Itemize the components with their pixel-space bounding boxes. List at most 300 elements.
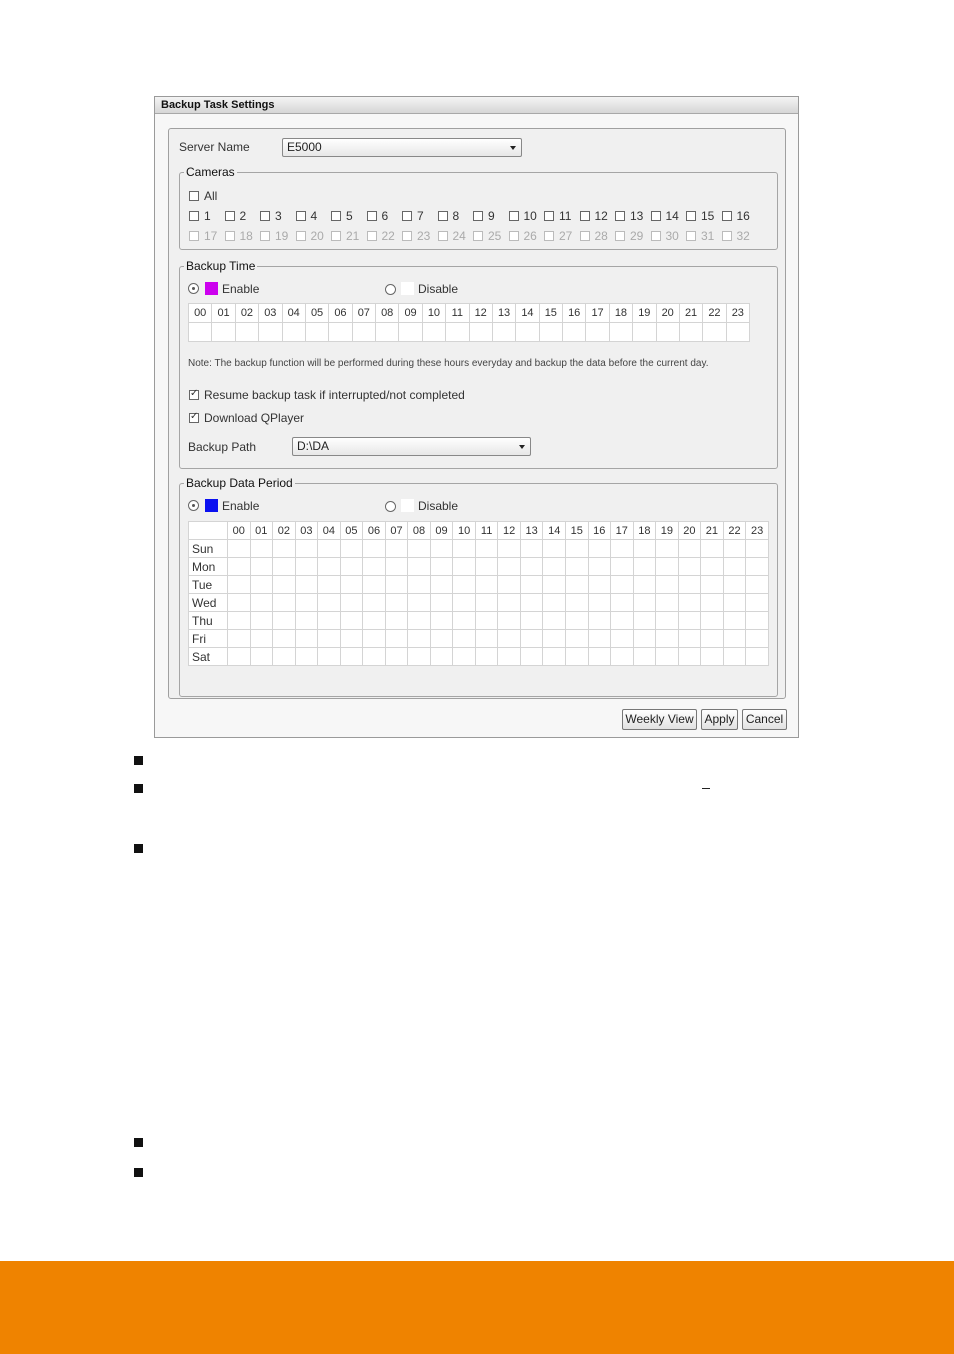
camera-checkbox[interactable] [438, 211, 448, 221]
period-select-cell[interactable] [340, 648, 363, 666]
period-select-cell[interactable] [273, 630, 296, 648]
period-select-cell[interactable] [723, 558, 746, 576]
hour-select-cell[interactable] [726, 323, 749, 342]
period-select-cell[interactable] [633, 630, 656, 648]
camera-label: 4 [310, 209, 318, 223]
period-select-cell[interactable] [295, 558, 318, 576]
period-select-cell[interactable] [701, 594, 724, 612]
apply-button[interactable]: Apply [701, 709, 738, 730]
hour-header-cell: 03 [259, 304, 282, 323]
day-label: Wed [189, 594, 228, 612]
camera-label: 24 [452, 229, 466, 243]
hour-header-cell: 12 [469, 304, 492, 323]
enable-color-swatch[interactable] [205, 499, 218, 512]
period-select-cell[interactable] [498, 576, 521, 594]
hour-select-cell[interactable] [422, 323, 445, 342]
period-select-cell[interactable] [588, 612, 611, 630]
camera-label: 7 [417, 209, 424, 223]
camera-checkbox[interactable] [225, 211, 235, 221]
period-select-cell[interactable] [273, 576, 296, 594]
hour-header-cell: 12 [498, 522, 521, 540]
period-select-cell[interactable] [565, 540, 588, 558]
chevron-down-icon [519, 445, 525, 449]
period-select-cell[interactable] [656, 558, 679, 576]
hour-header-cell: 00 [228, 522, 251, 540]
hour-header-cell: 06 [363, 522, 386, 540]
camera-label: 10 [523, 209, 537, 223]
weekly-view-button[interactable]: Weekly View [622, 709, 697, 730]
period-select-cell[interactable] [565, 612, 588, 630]
period-select-cell[interactable] [498, 558, 521, 576]
period-select-cell[interactable] [746, 612, 769, 630]
camera-label: 22 [381, 229, 395, 243]
hour-select-cell[interactable] [539, 323, 562, 342]
camera-checkbox [367, 231, 377, 241]
period-select-cell[interactable] [723, 630, 746, 648]
period-select-cell[interactable] [430, 630, 453, 648]
hour-select-cell[interactable] [212, 323, 235, 342]
camera-checkbox[interactable] [189, 211, 199, 221]
period-select-cell[interactable] [475, 594, 498, 612]
hour-header-cell: 15 [565, 522, 588, 540]
period-select-cell[interactable] [408, 630, 431, 648]
period-select-cell[interactable] [723, 576, 746, 594]
camera-checkbox[interactable] [722, 211, 732, 221]
hour-header-cell: 13 [520, 522, 543, 540]
period-select-cell[interactable] [520, 594, 543, 612]
period-select-cell[interactable] [498, 540, 521, 558]
period-select-cell[interactable] [318, 576, 341, 594]
period-select-cell[interactable] [228, 630, 251, 648]
period-select-cell[interactable] [678, 540, 701, 558]
camera-checkbox[interactable] [296, 211, 306, 221]
period-select-cell[interactable] [656, 648, 679, 666]
period-select-cell[interactable] [633, 648, 656, 666]
period-select-cell[interactable] [678, 648, 701, 666]
hour-header-cell: 04 [318, 522, 341, 540]
period-select-cell[interactable] [295, 594, 318, 612]
period-select-cell[interactable] [385, 576, 408, 594]
period-select-cell[interactable] [611, 594, 634, 612]
period-select-cell[interactable] [340, 612, 363, 630]
period-select-cell[interactable] [723, 594, 746, 612]
hour-select-cell[interactable] [492, 323, 515, 342]
camera-label: 32 [736, 229, 750, 243]
camera-label: 21 [346, 229, 360, 243]
camera-checkbox [686, 231, 696, 241]
period-select-cell[interactable] [611, 576, 634, 594]
resume-backup-label: Resume backup task if interrupted/not completed [204, 388, 465, 402]
day-row [189, 540, 769, 558]
period-select-cell[interactable] [723, 540, 746, 558]
period-select-cell[interactable] [633, 612, 656, 630]
period-select-cell[interactable] [565, 648, 588, 666]
period-select-cell[interactable] [543, 630, 566, 648]
camera-checkbox [189, 231, 199, 241]
period-select-cell[interactable] [228, 594, 251, 612]
period-select-cell[interactable] [633, 540, 656, 558]
hour-select-cell[interactable] [469, 323, 492, 342]
period-select-cell[interactable] [520, 576, 543, 594]
period-select-cell[interactable] [723, 612, 746, 630]
period-select-cell[interactable] [678, 594, 701, 612]
period-select-cell[interactable] [611, 648, 634, 666]
period-select-cell[interactable] [273, 612, 296, 630]
period-select-cell[interactable] [678, 558, 701, 576]
period-select-cell[interactable] [273, 594, 296, 612]
camera-label: 3 [275, 209, 282, 223]
hour-header-cell: 22 [703, 304, 726, 323]
period-select-cell[interactable] [318, 540, 341, 558]
period-select-cell[interactable] [408, 540, 431, 558]
camera-checkbox [260, 231, 270, 241]
period-select-cell[interactable] [340, 630, 363, 648]
hour-header-cell: 05 [305, 304, 328, 323]
period-select-cell[interactable] [385, 558, 408, 576]
camera-label: 19 [275, 229, 289, 243]
hour-header-cell: 09 [430, 522, 453, 540]
backup-time-enable-label: Enable [222, 282, 260, 296]
hour-header-cell: 02 [235, 304, 258, 323]
backup-period-enable-radio[interactable] [188, 500, 199, 511]
period-select-cell[interactable] [611, 612, 634, 630]
period-select-cell[interactable] [633, 576, 656, 594]
period-select-cell[interactable] [340, 576, 363, 594]
hour-header-cell: 15 [539, 304, 562, 323]
camera-checkbox [296, 231, 306, 241]
camera-label: 9 [488, 209, 495, 223]
hour-select-cell[interactable] [516, 323, 539, 342]
period-select-cell[interactable] [430, 594, 453, 612]
period-select-cell[interactable] [250, 540, 273, 558]
period-select-cell[interactable] [430, 576, 453, 594]
hour-header-cell: 03 [295, 522, 318, 540]
period-select-cell[interactable] [318, 594, 341, 612]
period-select-cell[interactable] [475, 540, 498, 558]
period-select-cell[interactable] [453, 612, 476, 630]
period-select-cell[interactable] [565, 558, 588, 576]
period-select-cell[interactable] [363, 558, 386, 576]
period-select-cell[interactable] [588, 540, 611, 558]
period-select-cell[interactable] [250, 612, 273, 630]
camera-checkbox[interactable] [509, 211, 519, 221]
download-qplayer-checkbox[interactable] [189, 413, 199, 423]
period-select-cell[interactable] [385, 612, 408, 630]
period-select-cell[interactable] [273, 648, 296, 666]
backup-time-enable-radio[interactable] [188, 283, 199, 294]
period-select-cell[interactable] [678, 630, 701, 648]
backup-period-legend: Backup Data Period [186, 476, 293, 490]
period-select-cell[interactable] [363, 576, 386, 594]
cancel-button[interactable]: Cancel [742, 709, 787, 730]
resume-backup-checkbox[interactable] [189, 390, 199, 400]
period-select-cell[interactable] [228, 576, 251, 594]
camera-label: 23 [417, 229, 431, 243]
period-select-cell[interactable] [611, 630, 634, 648]
backup-task-settings-dialog [154, 96, 799, 738]
period-select-cell[interactable] [498, 630, 521, 648]
camera-checkbox [438, 231, 448, 241]
period-select-cell[interactable] [701, 612, 724, 630]
day-row [189, 558, 769, 576]
backup-period-week-grid[interactable] [188, 521, 769, 666]
camera-label: 1 [204, 209, 211, 223]
period-select-cell[interactable] [228, 648, 251, 666]
period-select-cell[interactable] [543, 648, 566, 666]
period-select-cell[interactable] [295, 612, 318, 630]
period-select-cell[interactable] [385, 594, 408, 612]
hour-select-cell[interactable] [259, 323, 282, 342]
period-select-cell[interactable] [430, 540, 453, 558]
period-select-cell[interactable] [340, 558, 363, 576]
period-select-cell[interactable] [498, 648, 521, 666]
hour-header-cell: 00 [189, 304, 212, 323]
period-select-cell[interactable] [588, 648, 611, 666]
period-select-cell[interactable] [453, 648, 476, 666]
period-select-cell[interactable] [656, 612, 679, 630]
period-select-cell[interactable] [543, 576, 566, 594]
period-select-cell[interactable] [701, 558, 724, 576]
hour-header-cell: 16 [588, 522, 611, 540]
period-select-cell[interactable] [633, 594, 656, 612]
backup-path-dropdown[interactable] [292, 437, 531, 456]
hour-select-cell[interactable] [305, 323, 328, 342]
period-select-cell[interactable] [543, 612, 566, 630]
camera-checkbox[interactable] [686, 211, 696, 221]
period-select-cell[interactable] [430, 558, 453, 576]
period-select-cell[interactable] [543, 558, 566, 576]
period-select-cell[interactable] [656, 540, 679, 558]
hour-header-cell: 08 [408, 522, 431, 540]
period-select-cell[interactable] [228, 540, 251, 558]
period-select-cell[interactable] [408, 612, 431, 630]
camera-label: 13 [630, 209, 644, 223]
camera-checkbox [651, 231, 661, 241]
hour-header-cell: 18 [633, 522, 656, 540]
period-select-cell[interactable] [588, 594, 611, 612]
period-select-cell[interactable] [430, 612, 453, 630]
period-select-cell[interactable] [453, 540, 476, 558]
hour-header-cell: 11 [475, 522, 498, 540]
camera-checkbox[interactable] [402, 211, 412, 221]
period-select-cell[interactable] [385, 540, 408, 558]
hour-header-cell: 07 [385, 522, 408, 540]
period-select-cell[interactable] [295, 648, 318, 666]
hour-select-cell[interactable] [189, 323, 212, 342]
period-select-cell[interactable] [363, 612, 386, 630]
period-select-cell[interactable] [318, 558, 341, 576]
period-select-cell[interactable] [453, 576, 476, 594]
day-label: Sun [189, 540, 228, 558]
camera-label: 12 [594, 209, 608, 223]
camera-checkbox[interactable] [651, 211, 661, 221]
period-select-cell[interactable] [701, 540, 724, 558]
hour-select-cell[interactable] [656, 323, 679, 342]
day-label: Sat [189, 648, 228, 666]
period-select-cell[interactable] [408, 558, 431, 576]
hour-select-cell[interactable] [329, 323, 352, 342]
backup-time-legend: Backup Time [186, 259, 256, 273]
hour-select-cell[interactable] [399, 323, 422, 342]
backup-time-disable-radio[interactable] [385, 284, 396, 295]
period-select-cell[interactable] [588, 630, 611, 648]
hour-select-cell[interactable] [586, 323, 609, 342]
period-select-cell[interactable] [273, 540, 296, 558]
period-select-cell[interactable] [498, 594, 521, 612]
period-select-cell[interactable] [430, 648, 453, 666]
backup-period-disable-radio[interactable] [385, 501, 396, 512]
period-select-cell[interactable] [363, 630, 386, 648]
period-select-cell[interactable] [295, 576, 318, 594]
camera-checkbox [225, 231, 235, 241]
period-select-cell[interactable] [656, 630, 679, 648]
camera-checkbox[interactable] [473, 211, 483, 221]
camera-checkbox [331, 231, 341, 241]
camera-all-checkbox[interactable] [189, 191, 199, 201]
period-select-cell[interactable] [565, 594, 588, 612]
hour-select-cell[interactable] [609, 323, 632, 342]
hour-select-cell[interactable] [282, 323, 305, 342]
period-select-cell[interactable] [250, 576, 273, 594]
hour-header-cell: 06 [329, 304, 352, 323]
backup-period-enable-label: Enable [222, 499, 260, 513]
period-select-cell[interactable] [453, 558, 476, 576]
period-select-cell[interactable] [701, 576, 724, 594]
camera-label: 25 [488, 229, 502, 243]
period-select-cell[interactable] [408, 648, 431, 666]
camera-label: 5 [346, 209, 353, 223]
period-select-cell[interactable] [318, 612, 341, 630]
server-name-value: E5000 [287, 140, 322, 154]
period-select-cell[interactable] [385, 630, 408, 648]
camera-checkbox[interactable] [615, 211, 625, 221]
period-select-cell[interactable] [723, 648, 746, 666]
camera-checkbox[interactable] [260, 211, 270, 221]
hour-select-cell[interactable] [352, 323, 375, 342]
period-select-cell[interactable] [340, 594, 363, 612]
period-select-cell[interactable] [228, 612, 251, 630]
server-name-dropdown[interactable] [282, 138, 522, 157]
backup-time-hour-grid[interactable] [188, 303, 750, 342]
camera-checkbox [580, 231, 590, 241]
period-select-cell[interactable] [228, 558, 251, 576]
period-select-cell[interactable] [363, 540, 386, 558]
hour-select-cell[interactable] [376, 323, 399, 342]
camera-checkbox[interactable] [580, 211, 590, 221]
hour-select-cell[interactable] [235, 323, 258, 342]
period-select-cell[interactable] [385, 648, 408, 666]
period-select-cell[interactable] [565, 576, 588, 594]
period-select-cell[interactable] [588, 558, 611, 576]
day-label: Thu [189, 612, 228, 630]
period-select-cell[interactable] [250, 648, 273, 666]
hour-header-cell: 13 [492, 304, 515, 323]
camera-checkbox[interactable] [331, 211, 341, 221]
period-select-cell[interactable] [656, 576, 679, 594]
period-select-cell[interactable] [565, 630, 588, 648]
period-select-cell[interactable] [475, 558, 498, 576]
period-select-cell[interactable] [363, 594, 386, 612]
period-select-cell[interactable] [611, 558, 634, 576]
period-select-cell[interactable] [295, 630, 318, 648]
camera-label: 18 [239, 229, 253, 243]
day-label: Tue [189, 576, 228, 594]
period-select-cell[interactable] [656, 594, 679, 612]
period-select-cell[interactable] [475, 612, 498, 630]
camera-checkbox [544, 231, 554, 241]
period-select-cell[interactable] [250, 594, 273, 612]
bullet-marker [134, 1138, 143, 1147]
period-select-cell[interactable] [678, 612, 701, 630]
period-select-cell[interactable] [295, 540, 318, 558]
period-select-cell[interactable] [520, 558, 543, 576]
period-select-cell[interactable] [250, 630, 273, 648]
period-select-cell[interactable] [746, 540, 769, 558]
bullet-marker [134, 756, 143, 765]
period-select-cell[interactable] [520, 630, 543, 648]
period-select-cell[interactable] [633, 558, 656, 576]
period-select-cell[interactable] [363, 648, 386, 666]
period-select-cell[interactable] [746, 576, 769, 594]
period-select-cell[interactable] [611, 540, 634, 558]
period-select-cell[interactable] [520, 648, 543, 666]
period-select-cell[interactable] [746, 630, 769, 648]
dash-mark [702, 788, 710, 789]
period-select-cell[interactable] [475, 576, 498, 594]
period-select-cell[interactable] [746, 594, 769, 612]
hour-select-cell[interactable] [446, 323, 469, 342]
period-select-cell[interactable] [746, 558, 769, 576]
period-select-cell[interactable] [520, 612, 543, 630]
hour-header-cell: 19 [656, 522, 679, 540]
period-select-cell[interactable] [543, 594, 566, 612]
period-select-cell[interactable] [543, 540, 566, 558]
period-select-cell[interactable] [678, 576, 701, 594]
period-select-cell[interactable] [318, 630, 341, 648]
period-select-cell[interactable] [273, 558, 296, 576]
backup-time-group [179, 260, 778, 469]
period-select-cell[interactable] [250, 558, 273, 576]
camera-checkbox [509, 231, 519, 241]
period-select-cell[interactable] [520, 540, 543, 558]
period-select-cell[interactable] [475, 648, 498, 666]
backup-path-label: Backup Path [188, 440, 257, 454]
hour-select-cell[interactable] [703, 323, 726, 342]
period-select-cell[interactable] [498, 612, 521, 630]
chevron-down-icon [510, 146, 516, 150]
period-select-cell[interactable] [453, 594, 476, 612]
hour-select-cell[interactable] [563, 323, 586, 342]
hour-select-cell[interactable] [679, 323, 702, 342]
period-select-cell[interactable] [408, 576, 431, 594]
period-select-cell[interactable] [701, 648, 724, 666]
period-select-cell[interactable] [318, 648, 341, 666]
hour-header-cell: 21 [701, 522, 724, 540]
hour-select-cell[interactable] [633, 323, 656, 342]
backup-time-disable-label: Disable [418, 282, 459, 296]
period-select-cell[interactable] [475, 630, 498, 648]
period-select-cell[interactable] [340, 540, 363, 558]
camera-checkbox[interactable] [367, 211, 377, 221]
period-select-cell[interactable] [701, 630, 724, 648]
period-select-cell[interactable] [408, 594, 431, 612]
period-select-cell[interactable] [588, 576, 611, 594]
period-select-cell[interactable] [453, 630, 476, 648]
enable-color-swatch[interactable] [205, 282, 218, 295]
period-select-cell[interactable] [746, 648, 769, 666]
camera-checkbox[interactable] [544, 211, 554, 221]
disable-color-swatch [401, 499, 414, 512]
